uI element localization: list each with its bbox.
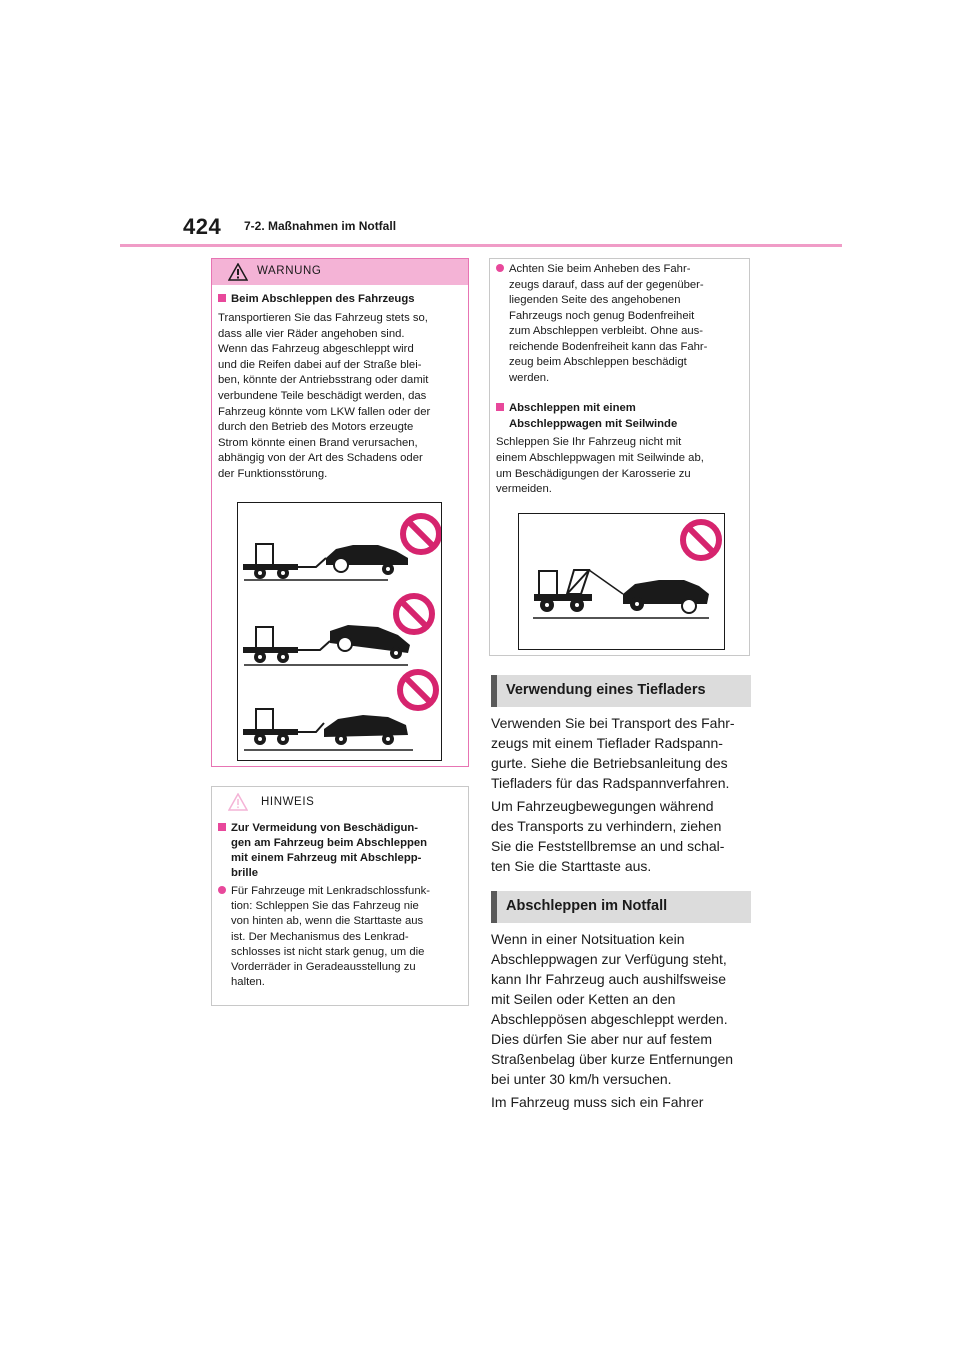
tow-truck-diagram	[238, 503, 441, 760]
hint-label: HINWEIS	[261, 796, 315, 808]
hint-continuation-box	[489, 258, 750, 656]
section-title: 7-2. Maßnahmen im Notfall	[244, 219, 397, 233]
hint-heading: Zur Vermeidung von Beschädigun- gen am Fahrzeug beim Abschleppen mit einem Fahrzeug mit Abschlepp- brille	[218, 821, 466, 881]
ground-clearance-note: Achten Sie beim Anheben des Fahr- zeugs darauf, dass auf der gegenüber- liegenden Seite des angehobenen Fahrzeugs noch genug Bodenfreiheit zum Abschleppen verbleibt. Ohne aus- reichende Bodenfreiheit kann das Fahr- zeug beim Abschleppen beschädigt werden.	[496, 262, 746, 386]
winch-truck-diagram	[519, 514, 724, 649]
circle-bullet-icon	[496, 264, 504, 272]
square-bullet-icon	[496, 403, 504, 411]
warning-box	[211, 258, 469, 767]
hint-box	[211, 786, 469, 1006]
square-bullet-icon	[218, 823, 226, 831]
emergency-towing-paragraph-2: Im Fahrzeug muss sich ein Fahrer	[491, 1094, 704, 1110]
header-rule	[120, 244, 842, 247]
warning-header	[212, 259, 468, 285]
scenario-row-3	[243, 672, 436, 750]
section-heading-flatbed: Verwendung eines Tiefladers	[491, 675, 751, 707]
emergency-towing-paragraph-1: Wenn in einer Notsituation kein Abschleppwagen zur Verfügung steht, kann Ihr Fahrzeug auch aushilfsweise mit Seilen oder Ketten an den Abschleppösen abgeschleppt werden. Dies dürfen Sie aber nur auf festem Straßenbelag über kurze Entfernungen bei unter 30 km/h versuchen.	[491, 931, 734, 1087]
winch-text: Schleppen Sie Ihr Fahrzeug nicht mit einem Abschleppwagen mit Seilwinde ab, um Beschädigungen der Karosserie zu vermeiden.	[496, 436, 704, 496]
warning-label: WARNUNG	[257, 265, 322, 277]
caution-triangle-icon	[228, 793, 248, 811]
flatbed-paragraph-1: Verwenden Sie bei Transport des Fahr- zeugs mit einem Tieflader Radspann- gurte. Siehe die Betriebsanleitung des Tiefladers für das Radspannverfahren.	[491, 715, 735, 791]
warning-text: Transportieren Sie das Fahrzeug stets so, dass alle vier Räder angehoben sind. Wenn das Fahrzeug abgeschleppt wird und die Reifen dabei auf der Straße blei- ben, könnte der Antriebsstrang oder damit verbundene Teile beschädigt werden, das Fahrzeug könnte vom LKW fallen oder der durch den Betrieb des Motors erzeugte Strom könnte einen Brand verursachen, abhängig von der Art des Schadens oder der Funktionsstörung.	[218, 312, 431, 480]
hint-text: Für Fahrzeuge mit Lenkradschlossfunk- tion: Schleppen Sie das Fahrzeug nie von hinten ab, wenn die Starttaste aus ist. Der Mechanismus des Lenkrad- schlosses ist nicht stark genug, um die Vorderräder in Geradeausstellung zu halten.	[218, 884, 466, 990]
winch-heading: Abschleppen mit einem Abschleppwagen mit Seilwinde	[496, 400, 746, 432]
page-number: 424	[183, 214, 222, 239]
square-bullet-icon	[218, 294, 226, 302]
scenario-row-1	[243, 516, 439, 580]
warning-heading: Beim Abschleppen des Fahrzeugs	[218, 292, 463, 307]
circle-bullet-icon	[218, 886, 226, 894]
warning-triangle-icon	[228, 263, 248, 281]
winch-tow-illustration	[518, 513, 725, 650]
towing-illustration-prohibited	[237, 502, 442, 761]
flatbed-paragraph-2: Um Fahrzeugbewegungen während des Transports zu verhindern, ziehen Sie die Feststellbremse an und schal- ten Sie die Starttaste aus.	[491, 798, 725, 874]
section-heading-emergency-towing: Abschleppen im Notfall	[491, 891, 751, 923]
scenario-row-2	[243, 596, 432, 665]
